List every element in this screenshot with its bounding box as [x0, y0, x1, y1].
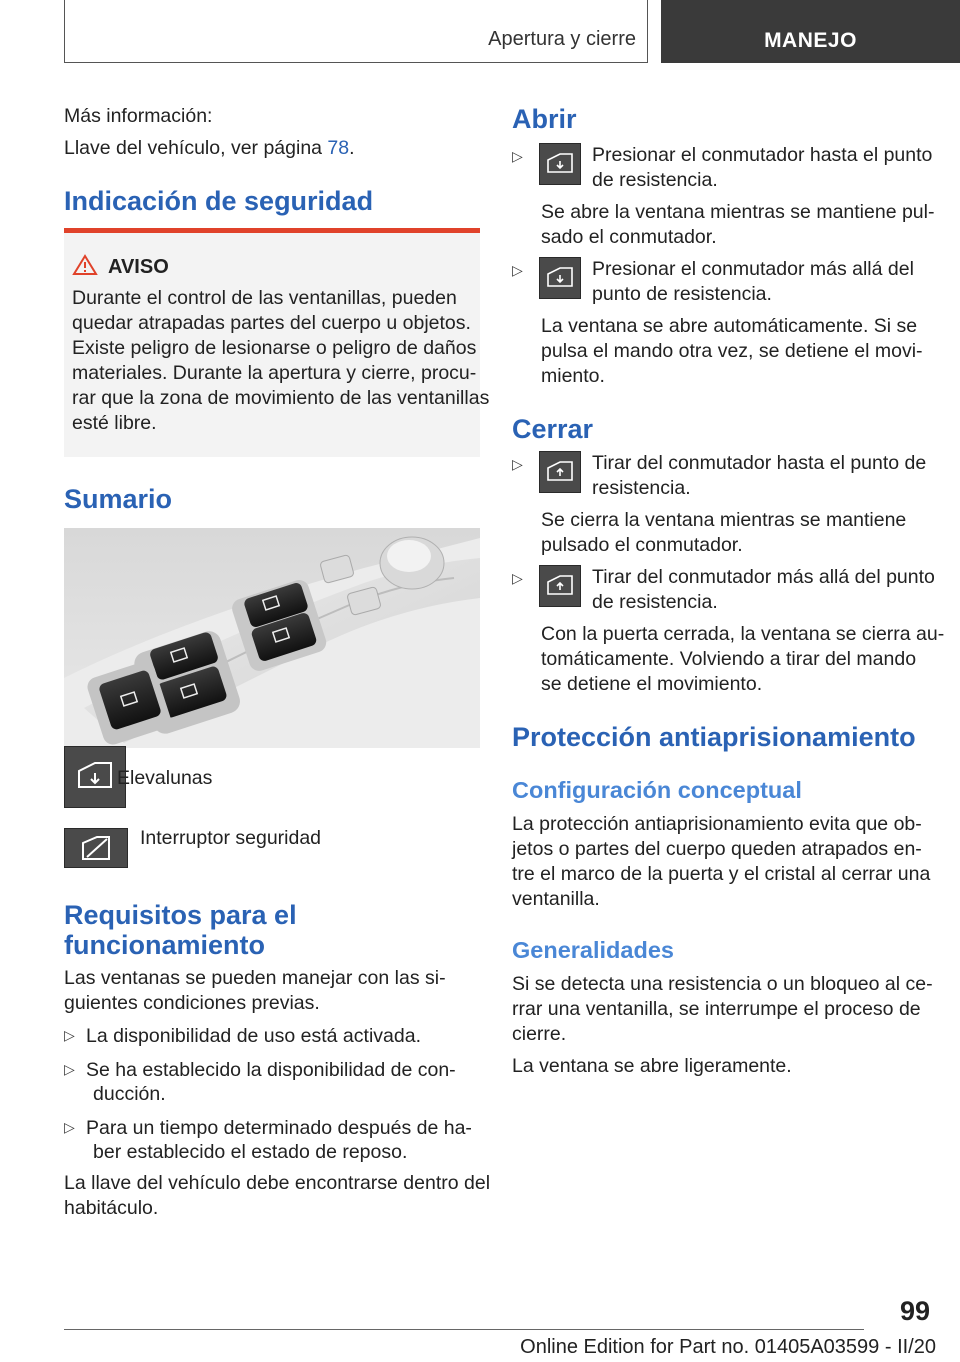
result-line: se detiene el movimiento. [541, 673, 763, 695]
warning-triangle-icon [72, 254, 98, 276]
bullet-triangle-icon: ▷ [64, 1027, 75, 1043]
header-section-title: Apertura y cierre [488, 28, 636, 50]
bullet-triangle-icon: ▷ [512, 570, 523, 586]
requirements-heading: Requisitos para el [64, 900, 297, 930]
concept-heading: Configuración conceptual [512, 777, 802, 803]
list-item: ▷ Se ha establecido la disponibilidad de con- [64, 1059, 456, 1081]
general-heading: Generalidades [512, 937, 674, 963]
instruction-line: punto de resistencia. [592, 283, 772, 305]
summary-heading: Sumario [64, 484, 173, 514]
window-lifter-icon [539, 451, 581, 493]
instruction-line: resistencia. [592, 477, 691, 499]
concept-line: ventanilla. [512, 888, 600, 910]
general-final: La ventana se abre ligeramente. [512, 1055, 792, 1077]
protection-heading: Protección antiaprisionamiento [512, 722, 916, 752]
result-line: Con la puerta cerrada, la ventana se cierra au- [541, 623, 945, 645]
result-line: miento. [541, 365, 605, 387]
window-switches-photo [64, 528, 480, 748]
key-note: habitáculo. [64, 1197, 159, 1219]
general-line: cierre. [512, 1023, 567, 1045]
general-line: Si se detecta una resistencia o un bloqueo al ce- [512, 973, 933, 995]
warning-line: Existe peligro de lesionarse o peligro de daños [72, 337, 477, 359]
requirements-intro: guientes condiciones previas. [64, 992, 320, 1014]
list-item-continued: ber establecido el estado de reposo. [93, 1141, 408, 1163]
concept-line: jetos o partes del cuerpo queden atrapados en- [512, 838, 922, 860]
window-lifter-icon [539, 565, 581, 607]
bullet-triangle-icon: ▷ [64, 1119, 75, 1135]
list-item: ▷ Para un tiempo determinado después de ha- [64, 1117, 472, 1139]
close-heading: Cerrar [512, 414, 594, 444]
instruction-line: Presionar el conmutador hasta el punto [592, 144, 933, 166]
requirements-heading: funcionamiento [64, 930, 265, 960]
list-item: ▷ La disponibilidad de uso está activada. [64, 1025, 421, 1047]
warning-header [72, 254, 169, 279]
result-line: tomáticamente. Volviendo a tirar del mando [541, 648, 917, 670]
safety-switch-icon [64, 828, 128, 868]
instruction-line: de resistencia. [592, 591, 718, 613]
instruction-line: Tirar del conmutador más allá del punto [592, 566, 935, 588]
concept-line: tre el marco de la puerta y el cristal al cerrar una [512, 863, 931, 885]
more-info-text: Llave del vehículo, ver página 78. [64, 137, 355, 159]
warning-title: AVISO [108, 256, 169, 278]
page-link[interactable]: 78 [327, 137, 350, 159]
safety-heading: Indicación de seguridad [64, 186, 374, 216]
result-line: sado el conmutador. [541, 226, 717, 248]
warning-line: rar que la zona de movimiento de las ventanillas [72, 387, 490, 409]
requirements-intro: Las ventanas se pueden manejar con las si- [64, 967, 446, 989]
concept-line: La protección antiaprisionamiento evita que ob- [512, 813, 922, 835]
more-info-label: Más información: [64, 105, 213, 127]
legend-label-safety-switch: Interruptor seguridad [140, 827, 322, 849]
bullet-triangle-icon: ▷ [64, 1061, 75, 1077]
result-line: La ventana se abre automáticamente. Si se [541, 315, 918, 337]
result-line: Se cierra la ventana mientras se mantiene [541, 509, 907, 531]
header-chapter-tab[interactable]: MANEJO [661, 0, 960, 63]
key-note: La llave del vehículo debe encontrarse dentro del [64, 1172, 491, 1194]
open-heading: Abrir [512, 104, 577, 134]
result-line: Se abre la ventana mientras se mantiene pul- [541, 201, 935, 223]
window-lifter-icon [539, 257, 581, 299]
window-lifter-icon [539, 143, 581, 185]
page-number: 99 [899, 1296, 930, 1326]
instruction-line: de resistencia. [592, 169, 718, 191]
instruction-line: Presionar el conmutador más allá del [592, 258, 914, 280]
legend-label-window-lifter: Elevalunas [117, 767, 213, 789]
general-line: rrar una ventanilla, se interrumpe el proceso de [512, 998, 921, 1020]
warning-line: Durante el control de las ventanillas, pueden [72, 287, 457, 309]
instruction-line: Tirar del conmutador hasta el punto de [592, 452, 927, 474]
warning-line: esté libre. [72, 412, 157, 434]
result-line: pulsa el mando otra vez, se detiene el movi- [541, 340, 923, 362]
warning-line: quedar atrapadas partes del cuerpo u objetos. [72, 312, 471, 334]
footer-edition: Online Edition for Part no. 01405A03599 - II/20 [520, 1336, 936, 1358]
bullet-triangle-icon: ▷ [512, 456, 523, 472]
footer-divider [64, 1329, 864, 1330]
bullet-triangle-icon: ▷ [512, 262, 523, 278]
warning-line: materiales. Durante la apertura y cierre, procu- [72, 362, 477, 384]
result-line: pulsado el conmutador. [541, 534, 743, 556]
list-item-continued: ducción. [93, 1083, 166, 1105]
bullet-triangle-icon: ▷ [512, 148, 523, 164]
